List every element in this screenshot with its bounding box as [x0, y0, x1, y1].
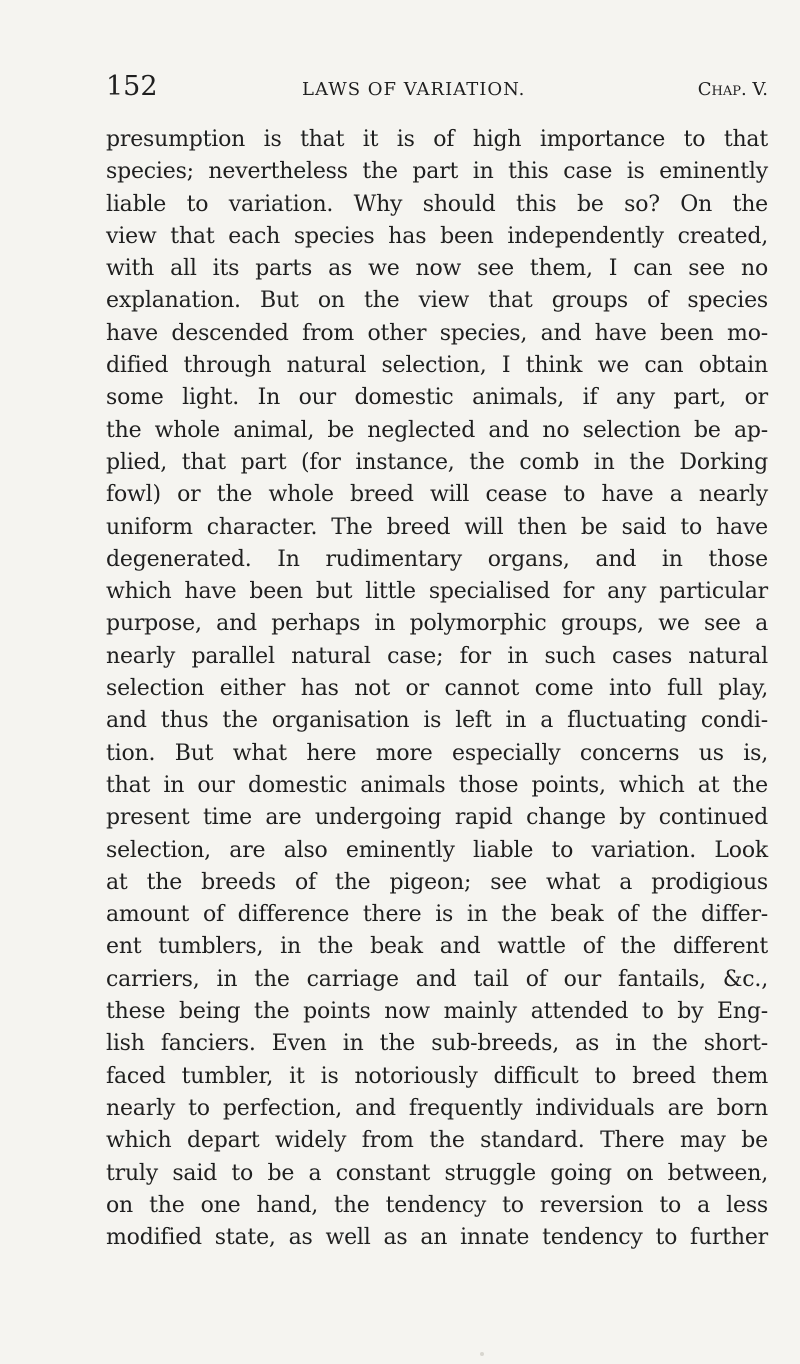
text-line: with all its parts as we now see them, I can see no: [106, 256, 768, 282]
text-line: carriers, in the carriage and tail of our fantails, &c.,: [106, 966, 768, 992]
text-line: tion. But what here more especially concerns us is,: [106, 740, 768, 766]
text-line: some light. In our domestic animals, if any part, or: [106, 385, 768, 411]
text-line: selection, are also eminently liable to variation. Look: [106, 837, 768, 863]
text-line: explanation. But on the view that groups of species: [106, 288, 768, 314]
text-line: and thus the organisation is left in a fluctuating condi-: [106, 708, 768, 734]
running-title: LAWS OF VARIATION.: [302, 79, 526, 100]
text-line: presumption is that it is of high importance to that: [106, 127, 768, 152]
text-line: fowl) or the whole breed will cease to have a nearly: [106, 482, 768, 508]
text-line: degenerated. In rudimentary organs, and in those: [106, 546, 768, 572]
text-line: on the one hand, the tendency to reversion to a less: [106, 1192, 768, 1218]
text-line: liable to variation. Why should this be so? On the: [106, 191, 768, 217]
text-line: selection either has not or cannot come into full play,: [106, 676, 768, 702]
text-line: these being the points now mainly attended to by Eng-: [106, 999, 768, 1025]
text-line: nearly parallel natural case; for in such cases natural: [106, 643, 768, 669]
text-line: at the breeds of the pigeon; see what a prodigious: [106, 869, 768, 895]
text-line: ent tumblers, in the beak and wattle of the different: [106, 934, 768, 960]
running-head: [106, 70, 768, 110]
text-line: modified state, as well as an innate tendency to further: [106, 1225, 768, 1251]
text-line: dified through natural selection, I think we can obtain: [106, 353, 768, 379]
text-line: have descended from other species, and have been mo-: [106, 320, 768, 346]
text-line: plied, that part (for instance, the comb in the Dorking: [106, 449, 768, 475]
text-line: lish fanciers. Even in the sub-breeds, as in the short-: [106, 1031, 768, 1057]
text-line: purpose, and perhaps in polymorphic groups, we see a: [106, 611, 768, 637]
text-line: that in our domestic animals those points, which at the: [106, 772, 768, 798]
text-line: species; nevertheless the part in this case is eminently: [106, 159, 768, 185]
text-line: the whole animal, be neglected and no selection be ap-: [106, 417, 768, 443]
text-line: nearly to perfection, and frequently individuals are born: [106, 1095, 768, 1121]
paper-speck: [480, 1352, 484, 1356]
text-line: truly said to be a constant struggle going on between,: [106, 1160, 768, 1186]
text-line: which depart widely from the standard. There may be: [106, 1128, 768, 1154]
body-text: [106, 124, 768, 1254]
chapter-label: Chap. V.: [697, 79, 768, 100]
text-line: amount of difference there is in the beak of the differ-: [106, 902, 768, 928]
text-line: which have been but little specialised for any particular: [106, 579, 768, 605]
text-line: present time are undergoing rapid change by continued: [106, 805, 768, 831]
text-line: faced tumbler, it is notoriously difficult to breed them: [106, 1063, 768, 1089]
page-number: 152: [106, 71, 158, 102]
text-line: view that each species has been independently created,: [106, 223, 768, 249]
text-line: uniform character. The breed will then be said to have: [106, 514, 768, 540]
